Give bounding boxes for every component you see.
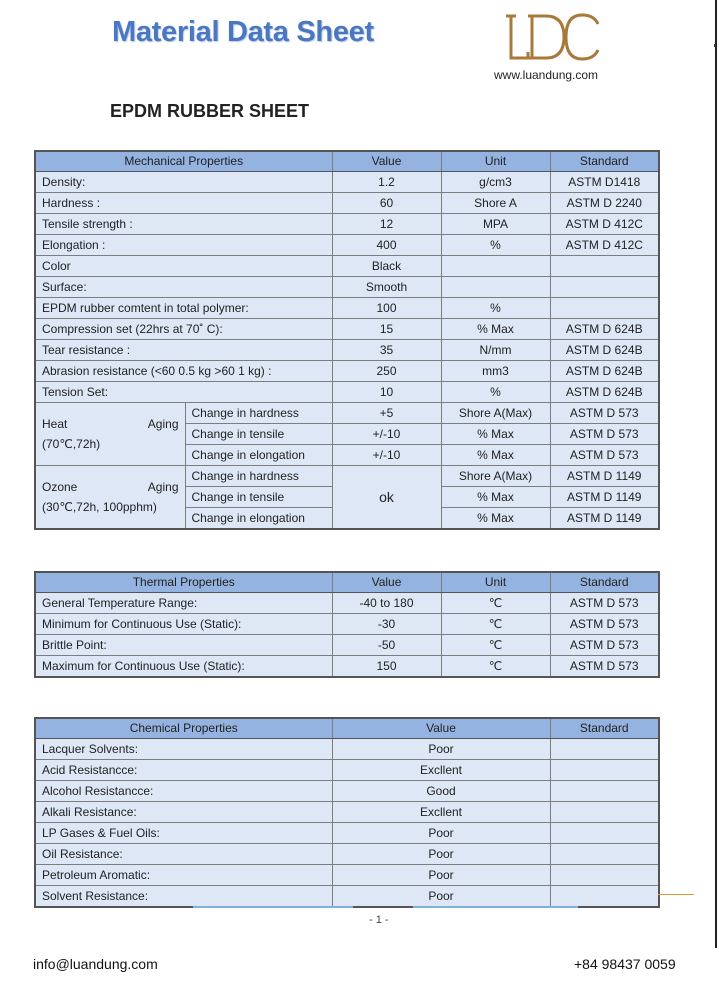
- unit-cell: MPA: [441, 214, 550, 235]
- standard-cell: ASTM D 624B: [550, 361, 659, 382]
- property-cell: Tension Set:: [35, 382, 332, 403]
- table-row: [35, 886, 659, 908]
- standard-cell: [550, 277, 659, 298]
- table-row: [35, 466, 659, 487]
- table-row: [35, 298, 659, 319]
- table-row: [35, 635, 659, 656]
- property-cell: Abrasion resistance (<60 0.5 kg >60 1 kg) :: [35, 361, 332, 382]
- property-cell: Compression set (22hrs at 70˚ C):: [35, 319, 332, 340]
- decorative-line: [658, 894, 694, 895]
- page-edge-line: [715, 0, 717, 948]
- property-cell: Solvent Resistance:: [35, 886, 332, 908]
- website-url: www.luandung.com: [494, 68, 599, 82]
- heat-aging-title: [42, 414, 179, 434]
- unit-cell: Shore A(Max): [441, 466, 550, 487]
- table-row: [35, 361, 659, 382]
- property-cell: Lacquer Solvents:: [35, 739, 332, 760]
- label-right: Aging: [147, 417, 179, 431]
- sub-property-cell: Change in hardness: [185, 466, 332, 487]
- test-condition: (30℃,72h, 100pphm): [42, 500, 157, 514]
- label-left: Heat: [42, 417, 68, 431]
- standard-cell: [550, 886, 659, 908]
- table-header-row: [35, 151, 659, 172]
- standard-cell: ASTM D 412C: [550, 235, 659, 256]
- table-row: [35, 340, 659, 361]
- table-row: [35, 865, 659, 886]
- property-cell: Tear resistance :: [35, 340, 332, 361]
- table-row: [35, 656, 659, 678]
- standard-cell: ASTM D 2240: [550, 193, 659, 214]
- value-cell: 100: [332, 298, 441, 319]
- decorative-line: [413, 906, 578, 908]
- table-row: [35, 172, 659, 193]
- property-cell: Brittle Point:: [35, 635, 332, 656]
- table-row: [35, 214, 659, 235]
- standard-cell: [550, 781, 659, 802]
- unit-cell: ℃: [441, 635, 550, 656]
- column-header: Value: [332, 572, 441, 593]
- standard-cell: [550, 844, 659, 865]
- table-header-row: [35, 572, 659, 593]
- product-subtitle: EPDM RUBBER SHEET: [110, 101, 310, 121]
- footer-phone: +84 98437 0059: [574, 956, 676, 972]
- value-cell: -50: [332, 635, 441, 656]
- standard-cell: ASTM D 412C: [550, 214, 659, 235]
- property-cell: LP Gases & Fuel Oils:: [35, 823, 332, 844]
- table-row: [35, 277, 659, 298]
- property-cell: Minimum for Continuous Use (Static):: [35, 614, 332, 635]
- unit-cell: ℃: [441, 593, 550, 614]
- standard-cell: ASTM D 573: [550, 445, 659, 466]
- sub-property-cell: Change in elongation: [185, 508, 332, 530]
- value-cell: 250: [332, 361, 441, 382]
- sub-property-cell: Change in hardness: [185, 403, 332, 424]
- standard-cell: ASTM D 1149: [550, 466, 659, 487]
- property-cell: Surface:: [35, 277, 332, 298]
- standard-cell: [550, 823, 659, 844]
- label-right: Aging: [147, 480, 179, 494]
- table-row: [35, 760, 659, 781]
- standard-cell: [550, 802, 659, 823]
- value-cell: Black: [332, 256, 441, 277]
- value-cell: +/-10: [332, 424, 441, 445]
- standard-cell: ASTM D 624B: [550, 340, 659, 361]
- property-cell: Maximum for Continuous Use (Static):: [35, 656, 332, 678]
- column-header: Unit: [441, 151, 550, 172]
- column-header: Thermal Properties: [35, 572, 332, 593]
- chemical-properties-table: [34, 717, 660, 908]
- property-cell: Oil Resistance:: [35, 844, 332, 865]
- column-header: Value: [332, 151, 441, 172]
- value-cell: 12: [332, 214, 441, 235]
- value-cell: Poor: [332, 823, 550, 844]
- unit-cell: [441, 277, 550, 298]
- standard-cell: [550, 298, 659, 319]
- property-cell: Color: [35, 256, 332, 277]
- unit-cell: ℃: [441, 614, 550, 635]
- standard-cell: ASTM D 573: [550, 635, 659, 656]
- standard-cell: [550, 865, 659, 886]
- value-cell: 60: [332, 193, 441, 214]
- standard-cell: [550, 256, 659, 277]
- mechanical-properties-table: [34, 150, 660, 530]
- unit-cell: % Max: [441, 424, 550, 445]
- standard-cell: [550, 760, 659, 781]
- decorative-line: [193, 906, 353, 908]
- table-row: [35, 256, 659, 277]
- standard-cell: [550, 739, 659, 760]
- sub-property-cell: Change in tensile: [185, 487, 332, 508]
- property-cell: Alcohol Resistancce:: [35, 781, 332, 802]
- ozone-aging-label: [35, 466, 185, 530]
- column-header: Value: [332, 718, 550, 739]
- unit-cell: % Max: [441, 508, 550, 530]
- value-cell: Poor: [332, 886, 550, 908]
- table-row: [35, 319, 659, 340]
- sub-property-cell: Change in elongation: [185, 445, 332, 466]
- standard-cell: ASTM D 1149: [550, 508, 659, 530]
- page-edge-mark: [714, 44, 716, 47]
- table-row: [35, 193, 659, 214]
- footer-email: info@luandung.com: [33, 956, 158, 972]
- document-title: Material Data Sheet: [112, 16, 374, 48]
- column-header: Standard: [550, 151, 659, 172]
- unit-cell: %: [441, 382, 550, 403]
- value-cell: Good: [332, 781, 550, 802]
- page-number: - 1 -: [369, 914, 389, 926]
- value-cell: +5: [332, 403, 441, 424]
- unit-cell: mm3: [441, 361, 550, 382]
- value-cell: ok: [332, 466, 441, 530]
- standard-cell: ASTM D 573: [550, 403, 659, 424]
- standard-cell: ASTM D 573: [550, 656, 659, 678]
- column-header: Standard: [550, 572, 659, 593]
- value-cell: Excllent: [332, 760, 550, 781]
- unit-cell: %: [441, 298, 550, 319]
- unit-cell: % Max: [441, 487, 550, 508]
- sub-property-cell: Change in tensile: [185, 424, 332, 445]
- unit-cell: %: [441, 235, 550, 256]
- property-cell: Alkali Resistance:: [35, 802, 332, 823]
- property-cell: Acid Resistancce:: [35, 760, 332, 781]
- standard-cell: ASTM D 573: [550, 593, 659, 614]
- unit-cell: % Max: [441, 319, 550, 340]
- unit-cell: % Max: [441, 445, 550, 466]
- test-condition: (70℃,72h): [42, 437, 101, 451]
- value-cell: Poor: [332, 865, 550, 886]
- table-row: [35, 802, 659, 823]
- property-cell: Density:: [35, 172, 332, 193]
- standard-cell: ASTM D 624B: [550, 382, 659, 403]
- unit-cell: N/mm: [441, 340, 550, 361]
- table-row: [35, 823, 659, 844]
- property-cell: Hardness :: [35, 193, 332, 214]
- table-row: [35, 403, 659, 424]
- column-header: Standard: [550, 718, 659, 739]
- value-cell: 1.2: [332, 172, 441, 193]
- unit-cell: Shore A: [441, 193, 550, 214]
- table-row: [35, 781, 659, 802]
- value-cell: -30: [332, 614, 441, 635]
- standard-cell: ASTM D 624B: [550, 319, 659, 340]
- unit-cell: [441, 256, 550, 277]
- unit-cell: ℃: [441, 656, 550, 678]
- property-cell: EPDM rubber comtent in total polymer:: [35, 298, 332, 319]
- property-cell: Petroleum Aromatic:: [35, 865, 332, 886]
- ozone-aging-title: [42, 477, 179, 497]
- unit-cell: g/cm3: [441, 172, 550, 193]
- table-header-row: [35, 718, 659, 739]
- standard-cell: ASTM D 573: [550, 424, 659, 445]
- table-row: [35, 844, 659, 865]
- property-cell: Elongation :: [35, 235, 332, 256]
- column-header: Unit: [441, 572, 550, 593]
- value-cell: Poor: [332, 739, 550, 760]
- table-row: [35, 235, 659, 256]
- table-row: [35, 382, 659, 403]
- standard-cell: ASTM D 573: [550, 614, 659, 635]
- value-cell: Excllent: [332, 802, 550, 823]
- value-cell: Poor: [332, 844, 550, 865]
- label-left: Ozone: [42, 480, 78, 494]
- table-row: [35, 739, 659, 760]
- value-cell: 15: [332, 319, 441, 340]
- value-cell: 35: [332, 340, 441, 361]
- value-cell: Smooth: [332, 277, 441, 298]
- company-logo: [488, 12, 628, 64]
- value-cell: 400: [332, 235, 441, 256]
- value-cell: -40 to 180: [332, 593, 441, 614]
- property-cell: Tensile strength :: [35, 214, 332, 235]
- value-cell: 150: [332, 656, 441, 678]
- standard-cell: ASTM D1418: [550, 172, 659, 193]
- column-header: Chemical Properties: [35, 718, 332, 739]
- heat-aging-label: [35, 403, 185, 466]
- table-row: [35, 593, 659, 614]
- value-cell: +/-10: [332, 445, 441, 466]
- value-cell: 10: [332, 382, 441, 403]
- table-row: [35, 614, 659, 635]
- property-cell: General Temperature Range:: [35, 593, 332, 614]
- unit-cell: Shore A(Max): [441, 403, 550, 424]
- ldc-logo-icon: [502, 12, 602, 64]
- thermal-properties-table: [34, 571, 660, 678]
- standard-cell: ASTM D 1149: [550, 487, 659, 508]
- column-header: Mechanical Properties: [35, 151, 332, 172]
